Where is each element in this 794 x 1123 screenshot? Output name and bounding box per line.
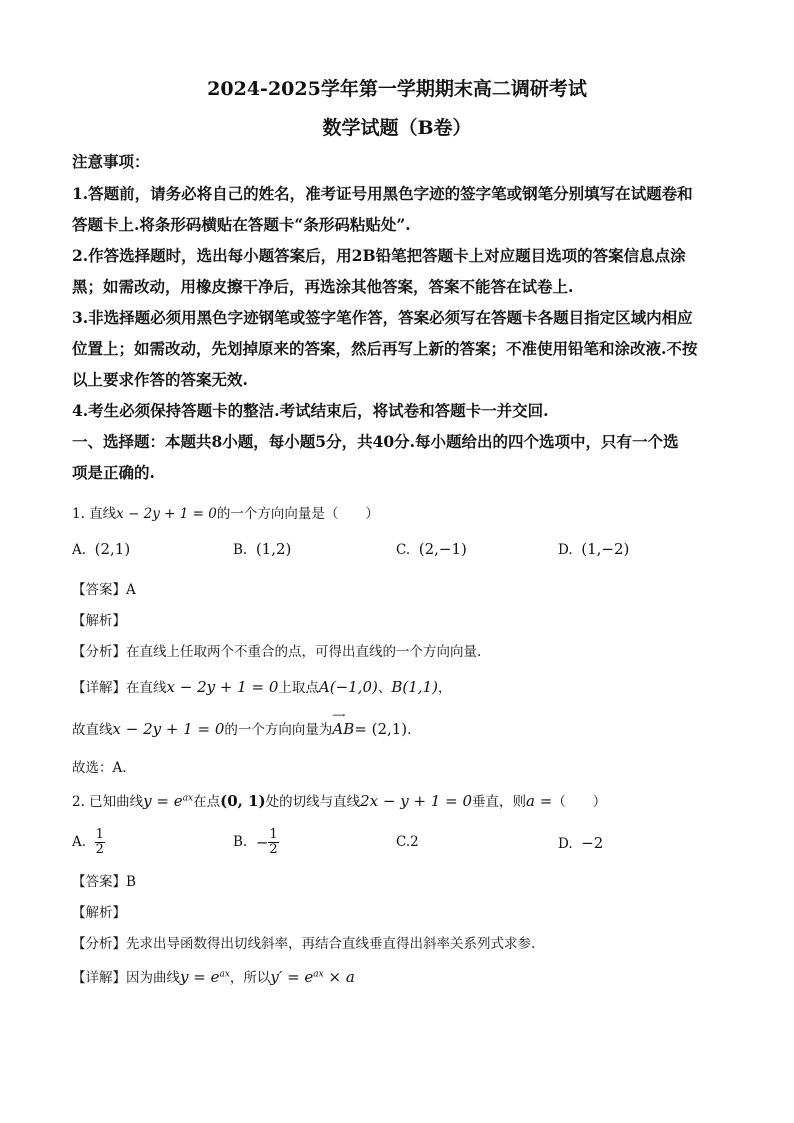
question-2-prefix: 2. 已知曲线	[72, 794, 144, 810]
notice-line: 2.作答选择题时，选出每小题答案后，用2B铅笔把答题卡上对应题目选项的答案信息点涂	[72, 246, 686, 265]
q2-option-d	[558, 834, 603, 852]
question-text: 在点	[193, 794, 221, 810]
question-1-suffix: 的一个方向向量是（ ）	[216, 506, 379, 522]
exam-subtitle: 数学试题（B卷）	[322, 117, 472, 139]
option-value: (1,2)	[255, 540, 292, 558]
notice-line: 4.考生必须保持答题卡的整洁.考试结束后，将试卷和答题卡一并交回.	[72, 401, 549, 420]
detail-text: 在直线	[126, 680, 167, 696]
question-text: 垂直，则	[472, 794, 526, 810]
fraction	[268, 828, 278, 857]
option-value: (2,−1)	[418, 540, 467, 558]
fenxi-text: 先求出导函数得出切线斜率，再结合直线垂直得出斜率关系列式求参.	[126, 936, 536, 952]
q1-answer	[72, 578, 136, 598]
option-label: B.	[233, 834, 248, 850]
q1-option-a	[72, 540, 130, 558]
exam-title: 2024-2025学年第一学期期末高二调研考试	[207, 78, 587, 100]
question-1-equation: x − 2y + 1 = 0	[116, 506, 217, 522]
notice-line: 位置上；如需改动，先划掉原来的答案，然后再写上新的答案；不准使用铅笔和涂改液.不按	[72, 339, 698, 358]
vector-name: AB	[332, 720, 355, 738]
fenxi-tag: 【分析】	[72, 936, 126, 952]
answer-value: B	[126, 874, 136, 890]
option-label: C.	[396, 542, 411, 558]
vector-value: = (2,1)	[354, 720, 408, 738]
detail-derivative: y′ = e	[270, 968, 314, 986]
fraction-numerator: 1	[269, 827, 278, 842]
q1-option-d	[558, 540, 629, 558]
conclusion-equation: x − 2y + 1 = 0	[112, 720, 225, 738]
q2-option-a	[72, 828, 105, 857]
fraction-denominator: 2	[269, 842, 278, 857]
q1-option-b	[233, 540, 291, 558]
question-2	[72, 790, 606, 810]
conclusion-end: .	[407, 722, 412, 738]
q2-variable: a =	[526, 792, 553, 810]
answer-value: A	[126, 582, 136, 598]
detail-tag: 【详解】	[72, 970, 126, 986]
conclusion-text: 的一个方向向量为	[224, 722, 333, 738]
q1-analysis-tag: 【解析】	[72, 613, 126, 629]
point-b: B(1,1)	[391, 678, 438, 696]
detail-exponent: ax	[313, 969, 324, 980]
vector-ab	[332, 711, 355, 738]
option-label: D.	[558, 836, 573, 852]
detail-text: 上取点	[278, 680, 319, 696]
option-label: C.	[396, 834, 411, 850]
question-suffix: （ ）	[552, 794, 607, 810]
separator: 、	[377, 680, 392, 696]
q1-option-c	[396, 540, 467, 558]
option-label: B.	[233, 542, 248, 558]
detail-text: ，	[437, 680, 452, 696]
option-value: 2	[410, 834, 419, 850]
notice-line: 3.非选择题必须用黑色字迹钢笔或签字笔作答，答案必须写在答题卡各题目指定区域内相应	[72, 308, 693, 327]
question-text: 处的切线与直线	[265, 794, 361, 810]
notice-heading: 注意事项：	[72, 152, 150, 171]
notice-line: 1.答题前，请务必将自己的姓名，准考证号用黑色字迹的签字笔或钢笔分别填写在试题卷和	[72, 184, 693, 203]
q2-analysis-tag: 【解析】	[72, 905, 126, 921]
notice-line: 以上要求作答的答案无效.	[72, 370, 248, 389]
q2-line-equation: 2x − y + 1 = 0	[360, 792, 472, 810]
q2-curve: y = e	[143, 792, 183, 810]
q1-select: 故选：A.	[72, 760, 127, 776]
answer-tag: 【答案】	[72, 582, 126, 598]
q2-option-c	[396, 834, 419, 850]
answer-tag: 【答案】	[72, 874, 126, 890]
question-1-prefix: 1. 直线	[72, 506, 117, 522]
fenxi-text: 在直线上任取两个不重合的点，可得出直线的一个方向向量.	[126, 644, 482, 660]
detail-equation: x − 2y + 1 = 0	[166, 678, 279, 696]
section-heading: 一、选择题：本题共8小题，每小题5分，共40分.每小题给出的四个选项中，只有一个选	[72, 432, 679, 451]
point-a: A(−1,0)	[318, 678, 378, 696]
q2-point: (0, 1)	[220, 792, 266, 810]
q2-exponent: ax	[182, 793, 194, 804]
notice-line: 答题卡上.将条形码横贴在答题卡“条形码粘贴处”.	[72, 215, 411, 234]
detail-text: ，所以	[229, 970, 271, 986]
detail-text: 因为曲线	[126, 970, 180, 986]
question-1	[72, 502, 379, 522]
fraction-denominator: 2	[95, 842, 104, 857]
detail-curve: y = e	[180, 968, 220, 986]
option-label: A.	[72, 542, 87, 558]
detail-tail: × a	[323, 968, 355, 986]
vector-arrow-icon: ⟶	[332, 711, 346, 721]
detail-exponent: ax	[219, 969, 230, 980]
fenxi-tag: 【分析】	[72, 644, 126, 660]
q2-option-b	[233, 828, 279, 857]
detail-tag: 【详解】	[72, 680, 126, 696]
option-sign: −	[255, 833, 269, 852]
fraction-numerator: 1	[95, 827, 104, 842]
section-heading-cont: 项是正确的.	[72, 463, 155, 482]
q1-detail	[72, 676, 451, 696]
option-value: −2	[581, 834, 604, 852]
q2-detail	[72, 966, 355, 986]
q1-fenxi	[72, 640, 481, 660]
option-value: (2,1)	[94, 540, 131, 558]
q2-answer	[72, 870, 136, 890]
q1-conclusion	[72, 711, 412, 738]
notice-line: 黑；如需改动，用橡皮擦干净后，再选涂其他答案，答案不能答在试卷上.	[72, 277, 574, 296]
option-label: A.	[72, 834, 87, 850]
option-value: (1,−2)	[581, 540, 630, 558]
fraction	[95, 828, 105, 857]
q2-fenxi	[72, 932, 535, 952]
option-label: D.	[558, 542, 573, 558]
conclusion-text: 故直线	[72, 722, 113, 738]
